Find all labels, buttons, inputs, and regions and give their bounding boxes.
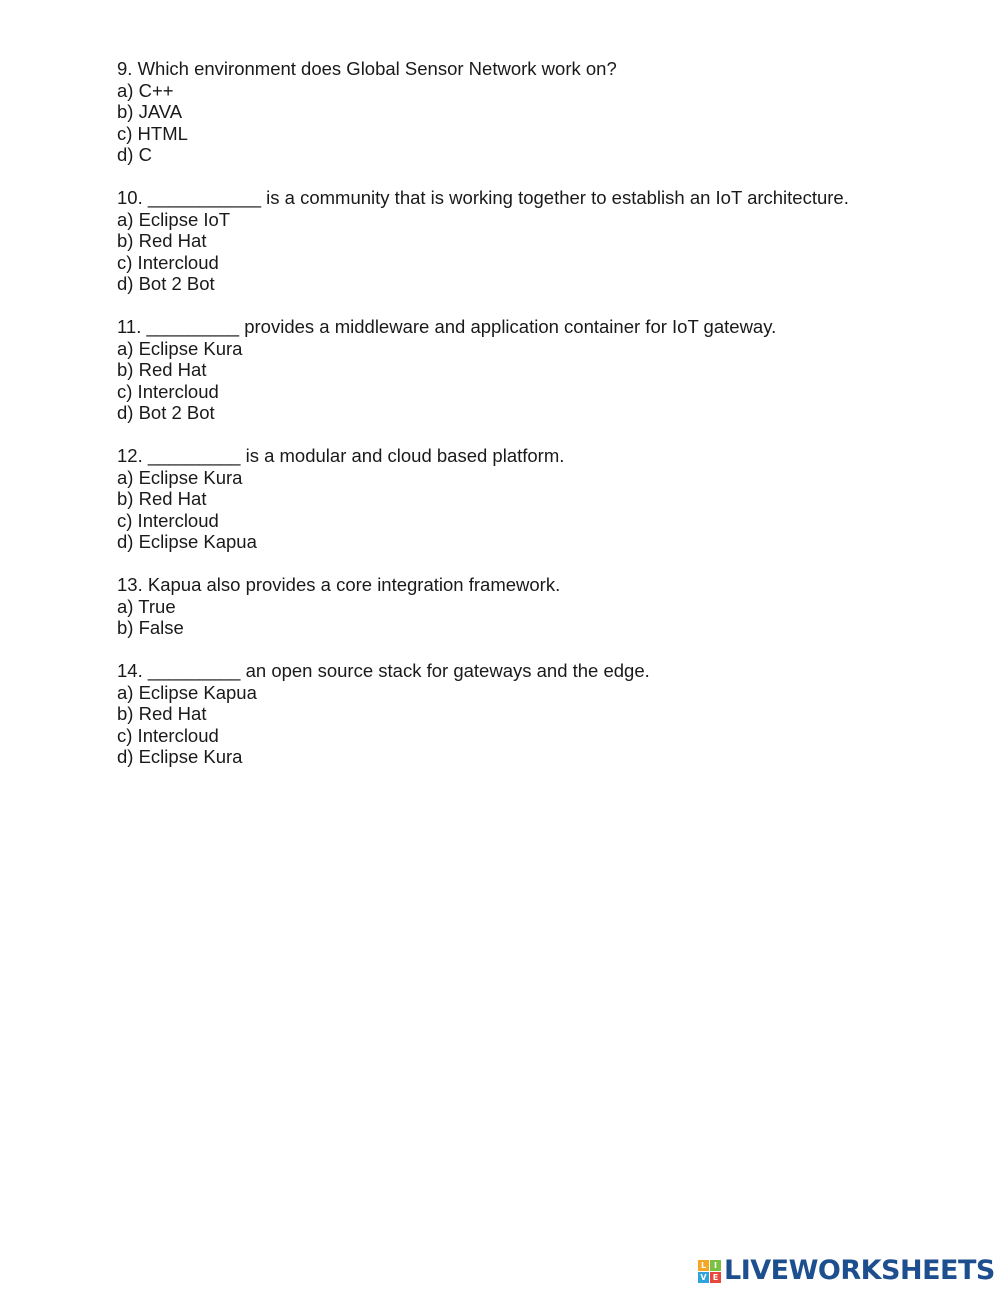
answer-option: b) Red Hat [117, 703, 207, 724]
worksheet-content [117, 58, 977, 789]
logo-wordmark: LIVEWORKSHEETS [724, 1255, 995, 1286]
question-10 [117, 187, 977, 295]
answer-option: a) Eclipse Kura [117, 337, 243, 359]
answer-option: a) C++ [117, 79, 174, 101]
logo-cell-e: E [710, 1272, 721, 1283]
question-text: 11. _________ provides a middleware and application container for IoT gateway. [117, 316, 777, 337]
question-text: 10. ___________ is a community that is working together to establish an IoT architecture. [117, 187, 849, 208]
answer-option: c) Intercloud [117, 251, 219, 273]
answer-option: d) Bot 2 Bot [117, 402, 215, 423]
answer-option: d) Eclipse Kura [117, 746, 243, 767]
answer-option: d) C [117, 144, 152, 165]
answer-option: b) JAVA [117, 101, 183, 122]
logo-cell-l: L [698, 1260, 709, 1271]
answer-option: b) False [117, 617, 184, 638]
question-text: 13. Kapua also provides a core integration framework. [117, 574, 561, 595]
answer-option: c) HTML [117, 122, 188, 144]
answer-option: c) Intercloud [117, 724, 219, 746]
logo-cell-v: V [698, 1272, 709, 1283]
question-14 [117, 660, 977, 768]
question-9 [117, 58, 977, 166]
answer-option: a) Eclipse Kura [117, 466, 243, 488]
answer-option: d) Bot 2 Bot [117, 273, 215, 294]
answer-option: a) Eclipse Kapua [117, 681, 257, 703]
liveworksheets-logo [698, 1257, 995, 1285]
answer-option: b) Red Hat [117, 359, 207, 380]
question-12 [117, 445, 977, 553]
question-11 [117, 316, 977, 424]
question-13 [117, 574, 977, 639]
answer-option: b) Red Hat [117, 488, 207, 509]
question-text: 14. _________ an open source stack for gateways and the edge. [117, 660, 650, 681]
answer-option: c) Intercloud [117, 509, 219, 531]
liveworksheets-logo-icon [698, 1260, 721, 1283]
answer-option: d) Eclipse Kapua [117, 531, 257, 552]
answer-option: a) Eclipse IoT [117, 208, 231, 230]
question-text: 9. Which environment does Global Sensor Network work on? [117, 58, 617, 79]
answer-option: b) Red Hat [117, 230, 207, 251]
answer-option: c) Intercloud [117, 380, 219, 402]
question-text: 12. _________ is a modular and cloud based platform. [117, 445, 565, 466]
logo-cell-i: I [710, 1260, 721, 1271]
answer-option: a) True [117, 595, 176, 617]
